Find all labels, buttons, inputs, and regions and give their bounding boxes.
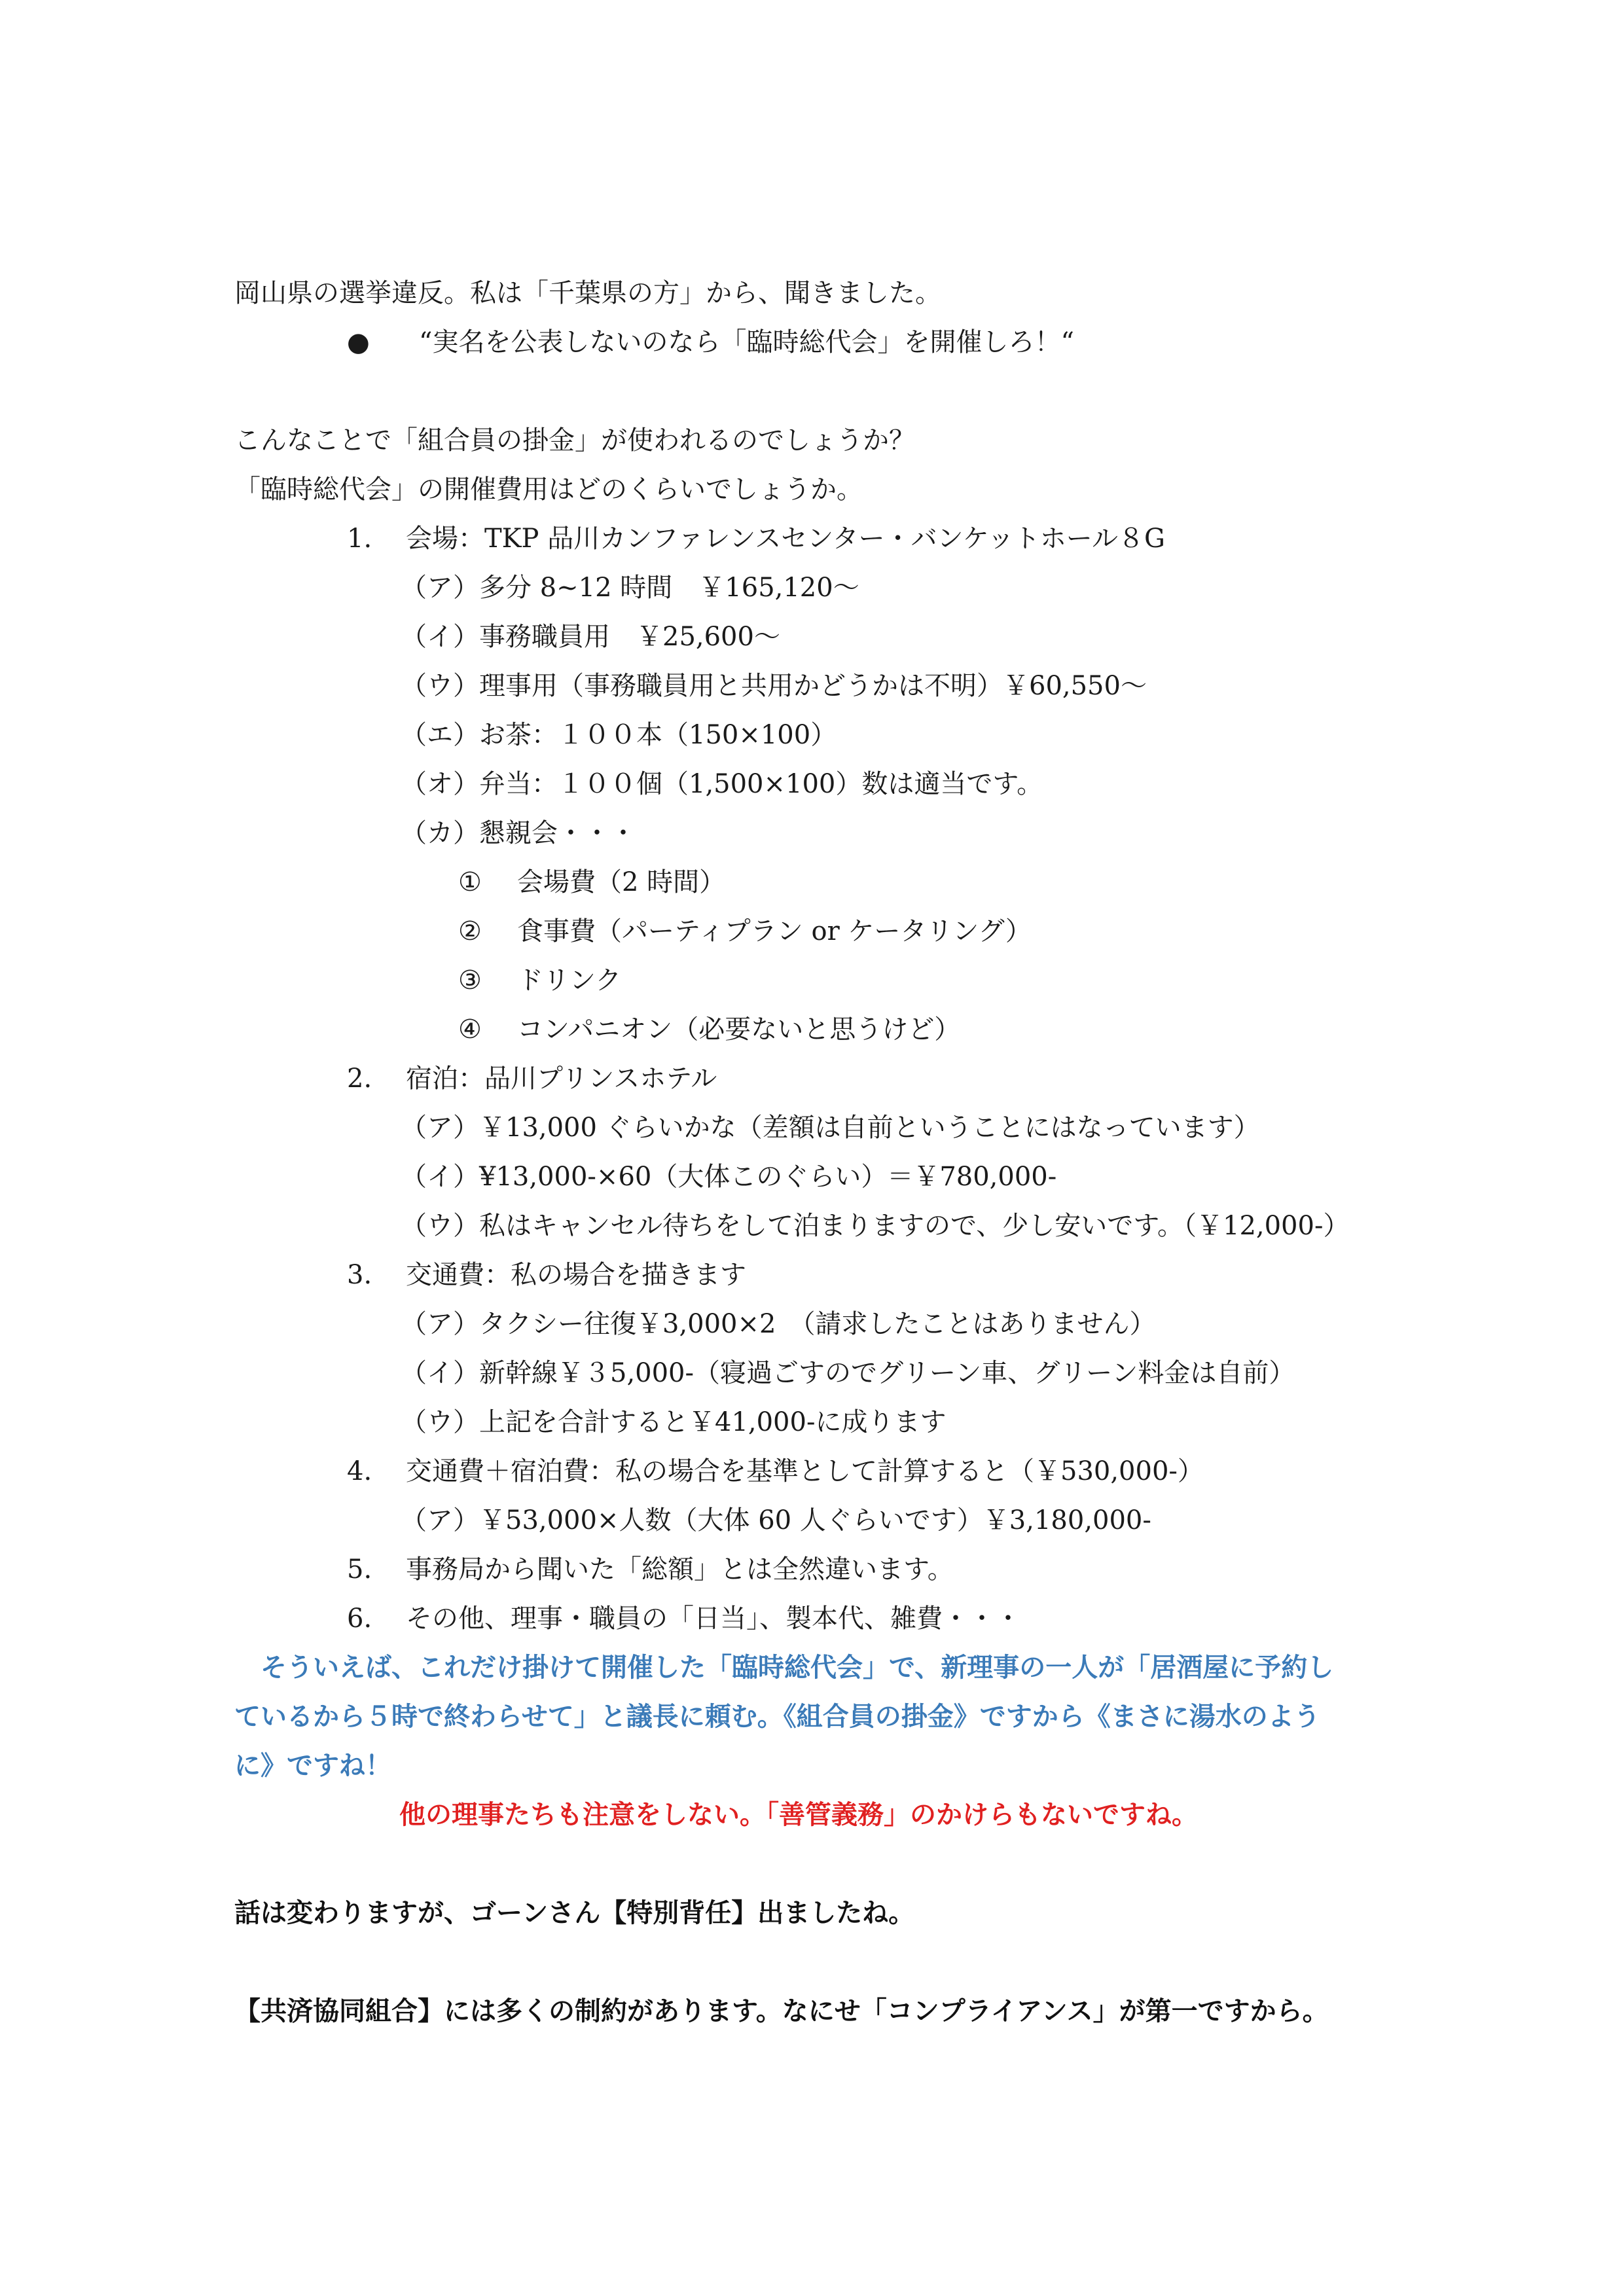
question-paragraph-2: 「臨時総代会」の開催費用はどのくらいでしょうか。 bbox=[234, 475, 863, 505]
sub-item: （ア）￥53,000×人数（大体 60 人ぐらいです）￥3,180,000- bbox=[401, 1505, 1151, 1535]
circled-item bbox=[458, 915, 1032, 948]
circled-item-text: 会場費（2 時間） bbox=[517, 867, 726, 897]
quote-line bbox=[347, 326, 1074, 359]
list-item-6 bbox=[347, 1602, 1021, 1635]
closing-line-2: 【共済協同組合】には多くの制約があります。なにせ「コンプライアンス」が第一ですから。 bbox=[234, 1996, 1329, 2026]
list-number: 6. bbox=[347, 1604, 372, 1634]
list-number: 3. bbox=[347, 1260, 372, 1290]
highlight-blue-line-3: に》ですね！ bbox=[234, 1751, 391, 1781]
sub-item: （ア）タクシー往復￥3,000×2 （請求したことはありません） bbox=[401, 1309, 1156, 1339]
list-item-text: 交通費＋宿泊費：私の場合を基準として計算すると（￥530,000-） bbox=[406, 1456, 1204, 1486]
circled-item-text: ドリンク bbox=[517, 965, 622, 996]
list-item-text: 宿泊：品川プリンスホテル bbox=[406, 1064, 717, 1094]
list-number: 5. bbox=[347, 1554, 372, 1585]
sub-item: （ア）￥13,000 ぐらいかな（差額は自前ということにはなっています） bbox=[401, 1113, 1260, 1143]
question-paragraph-1: こんなことで「組合員の掛金」が使われるのでしょうか？ bbox=[234, 425, 915, 456]
list-item-2 bbox=[347, 1062, 717, 1095]
circled-number: ② bbox=[458, 916, 482, 946]
sub-item: （イ）事務職員用 ￥25,600～ bbox=[401, 622, 780, 652]
circled-item bbox=[458, 964, 621, 997]
list-number: 1. bbox=[347, 524, 372, 554]
sub-item: （ウ）上記を合計すると￥41,000-に成ります bbox=[401, 1407, 947, 1437]
closing-line-1: 話は変わりますが、ゴーンさん【特別背任】出ましたね。 bbox=[234, 1898, 915, 1928]
circled-number: ③ bbox=[458, 965, 482, 996]
sub-item: （イ）¥13,000-×60（大体このぐらい）＝￥780,000- bbox=[401, 1162, 1057, 1192]
sub-item: （イ）新幹線￥３5,000-（寝過ごすのでグリーン車、グリーン料金は自前） bbox=[401, 1358, 1295, 1388]
list-item-text: 交通費：私の場合を描きます bbox=[406, 1260, 746, 1290]
list-item-text: 会場：TKP 品川カンファレンスセンター・バンケットホール８G bbox=[406, 524, 1165, 554]
intro-paragraph: 岡山県の選挙違反。私は「千葉県の方」から、聞きました。 bbox=[234, 278, 941, 308]
circled-item bbox=[458, 866, 725, 899]
list-item-3 bbox=[347, 1259, 746, 1291]
list-item-5 bbox=[347, 1553, 954, 1586]
list-item-text: 事務局から聞いた「総額」とは全然違います。 bbox=[406, 1554, 954, 1585]
quote-text: “実名を公表しないのなら「臨時総代会」を開催しろ！“ bbox=[419, 327, 1074, 357]
list-item-1 bbox=[347, 522, 1165, 555]
list-item-4 bbox=[347, 1455, 1204, 1488]
highlight-red-line: 他の理事たちも注意をしない。「善管義務」のかけらもないですね。 bbox=[399, 1800, 1198, 1830]
sub-item: （エ）お茶：１００本（150×100） bbox=[401, 720, 837, 750]
bullet-icon: ● bbox=[347, 327, 370, 357]
sub-item: （ウ）理事用（事務職員用と共用かどうかは不明）￥60,550～ bbox=[401, 671, 1147, 701]
sub-item: （ウ）私はキャンセル待ちをして泊まりますので、少し安いです。（￥12,000-） bbox=[401, 1211, 1350, 1241]
circled-number: ① bbox=[458, 867, 482, 897]
sub-item: （カ）懇親会・・・ bbox=[401, 818, 636, 848]
sub-item: （オ）弁当：１００個（1,500×100）数は適当です。 bbox=[401, 769, 1043, 799]
list-number: 4. bbox=[347, 1456, 372, 1486]
circled-item-text: 食事費（パーティプラン or ケータリング） bbox=[517, 916, 1032, 946]
circled-item-text: コンパニオン（必要ないと思うけど） bbox=[517, 1014, 961, 1045]
sub-item: （ア）多分 8~12 時間 ￥165,120～ bbox=[401, 573, 859, 603]
circled-item bbox=[458, 1013, 960, 1046]
highlight-blue-line-2: ているから５時で終わらせて」と議長に頼む。《組合員の掛金》ですから《まさに湯水のよう bbox=[234, 1702, 1320, 1732]
highlight-blue-line-1: そういえば、これだけ掛けて開催した「臨時総代会」で、新理事の一人が「居酒屋に予約し bbox=[261, 1653, 1334, 1683]
list-number: 2. bbox=[347, 1064, 372, 1094]
circled-number: ④ bbox=[458, 1014, 482, 1045]
list-item-text: その他、理事・職員の「日当」、製本代、雑費・・・ bbox=[406, 1604, 1021, 1634]
